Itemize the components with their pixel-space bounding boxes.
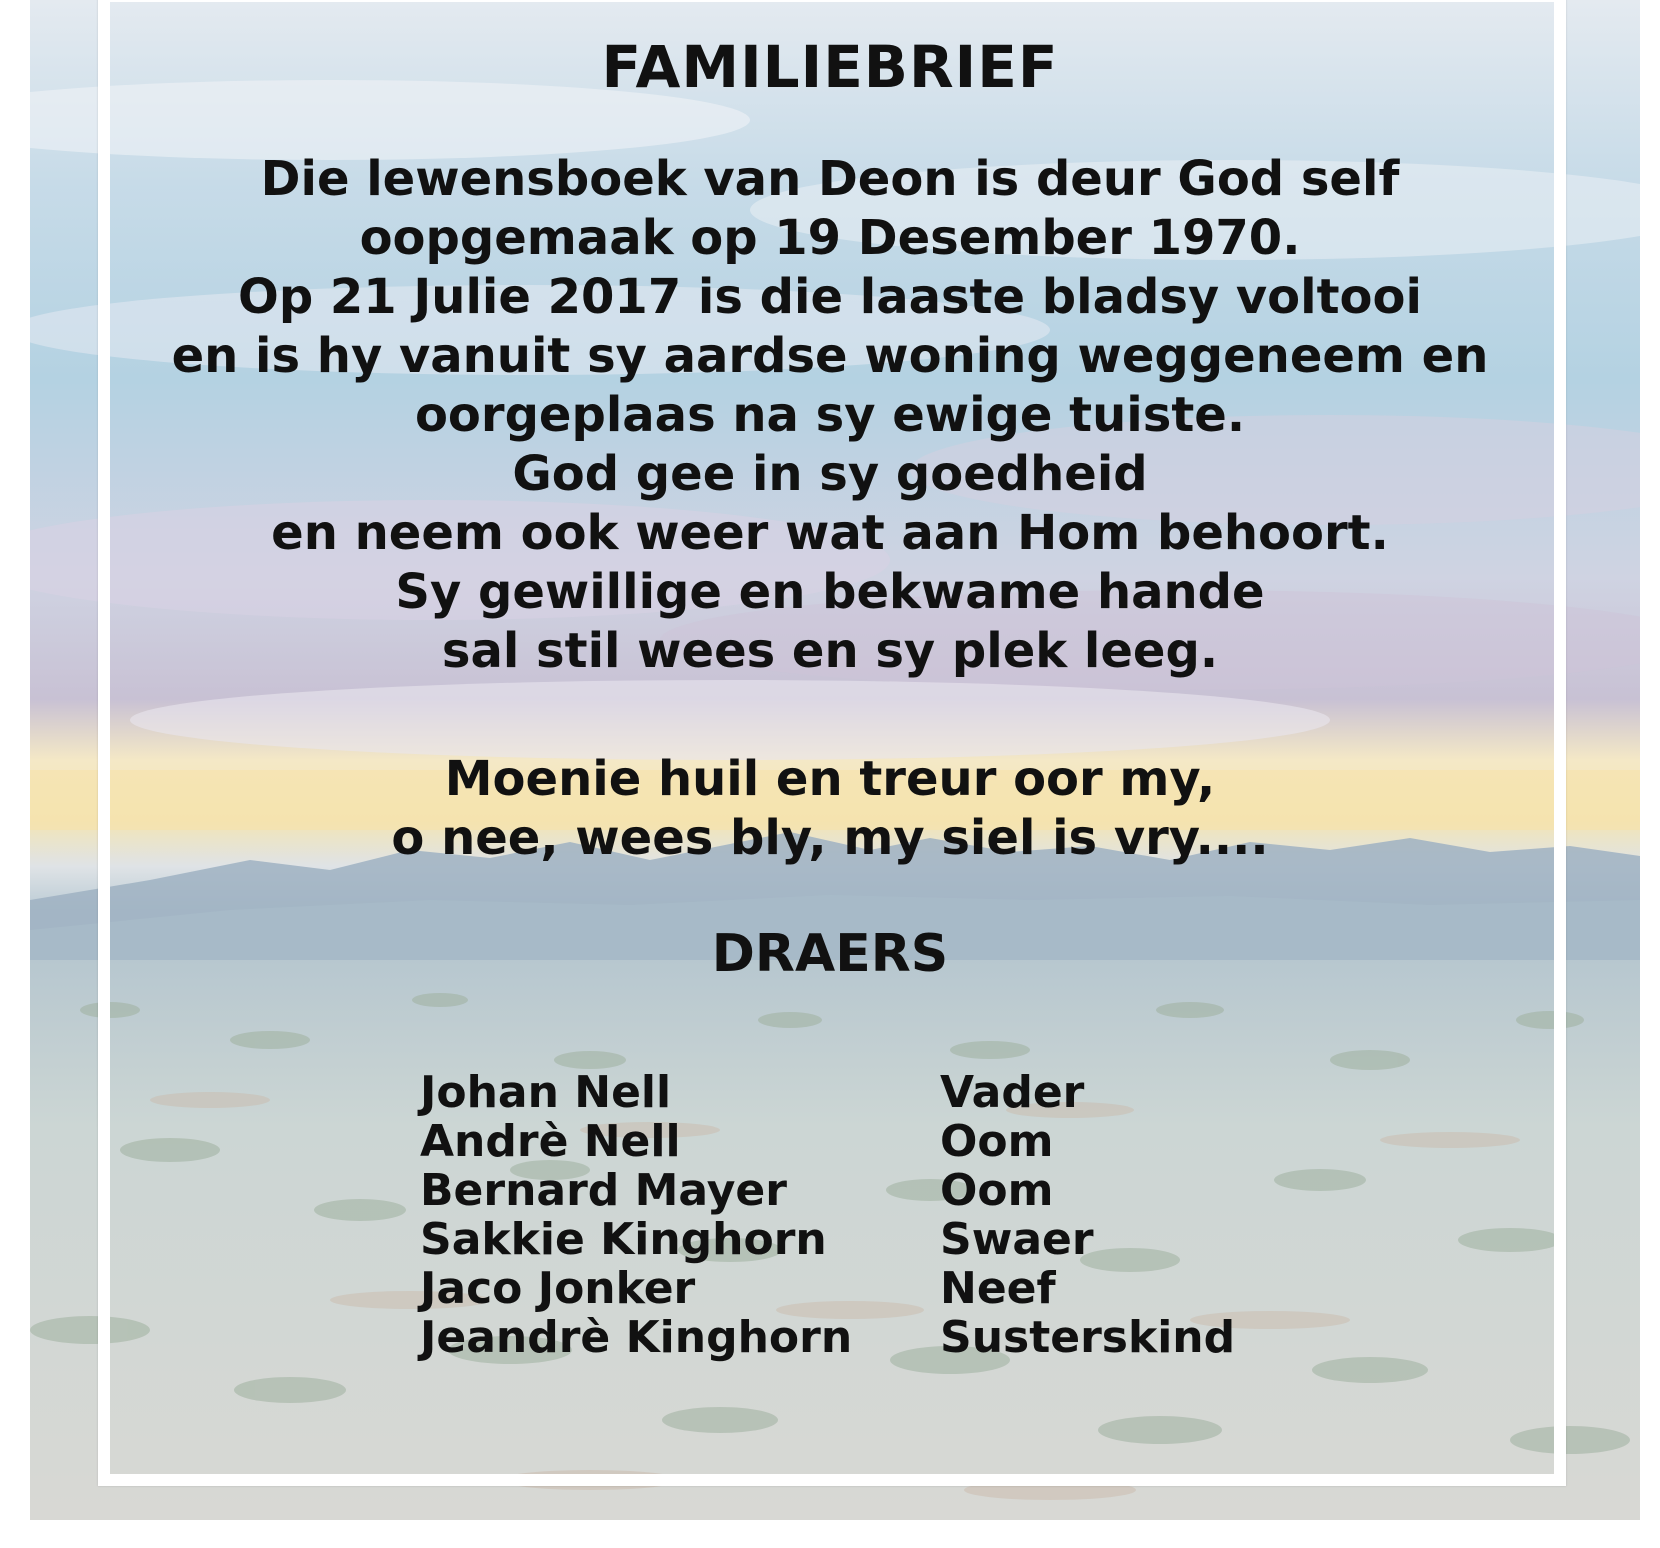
bearer-name: Jeandrè Kinghorn xyxy=(420,1312,853,1363)
bearer-relation: Oom xyxy=(940,1165,1054,1216)
page-title: FAMILIEBRIEF xyxy=(601,33,1059,101)
bearer-name: Bernard Mayer xyxy=(420,1165,787,1216)
bearer-relation: Swaer xyxy=(940,1214,1094,1265)
bearer-row xyxy=(420,1068,1320,1117)
bearer-name: Johan Nell xyxy=(420,1067,672,1118)
verse-line: Op 21 Julie 2017 is die laaste bladsy voltooi xyxy=(238,269,1422,325)
bearers-list xyxy=(420,1068,1320,1362)
bearer-relation: Neef xyxy=(940,1263,1056,1314)
verse-line: en neem ook weer wat aan Hom behoort. xyxy=(271,505,1389,561)
bearer-row xyxy=(420,1264,1320,1313)
verse xyxy=(120,150,1540,681)
verse-line: Sy gewillige en bekwame hande xyxy=(395,564,1265,620)
bearer-relation: Susterskind xyxy=(940,1312,1236,1363)
verse-line: en is hy vanuit sy aardse woning weggeneem en xyxy=(171,328,1489,384)
bearer-name: Andrè Nell xyxy=(420,1116,681,1167)
bearer-name: Sakkie Kinghorn xyxy=(420,1214,827,1265)
bearer-row xyxy=(420,1117,1320,1166)
verse-line: God gee in sy goedheid xyxy=(512,446,1148,502)
bearer-relation: Oom xyxy=(940,1116,1054,1167)
bearer-row xyxy=(420,1215,1320,1264)
bearer-relation: Vader xyxy=(940,1067,1085,1118)
poem-line: o nee, wees bly, my siel is vry.... xyxy=(391,810,1269,866)
verse-line: oorgeplaas na sy ewige tuiste. xyxy=(414,387,1246,443)
bearers-heading: DRAERS xyxy=(711,924,949,984)
bearer-row xyxy=(420,1166,1320,1215)
verse-line: Die lewensboek van Deon is deur God self xyxy=(260,151,1400,207)
bearer-name: Jaco Jonker xyxy=(420,1263,696,1314)
verse-line: sal stil wees en sy plek leeg. xyxy=(441,623,1219,679)
poem xyxy=(120,750,1540,868)
bearer-row xyxy=(420,1313,1320,1362)
verse-line: oopgemaak op 19 Desember 1970. xyxy=(359,210,1301,266)
poem-line: Moenie huil en treur oor my, xyxy=(444,751,1216,807)
